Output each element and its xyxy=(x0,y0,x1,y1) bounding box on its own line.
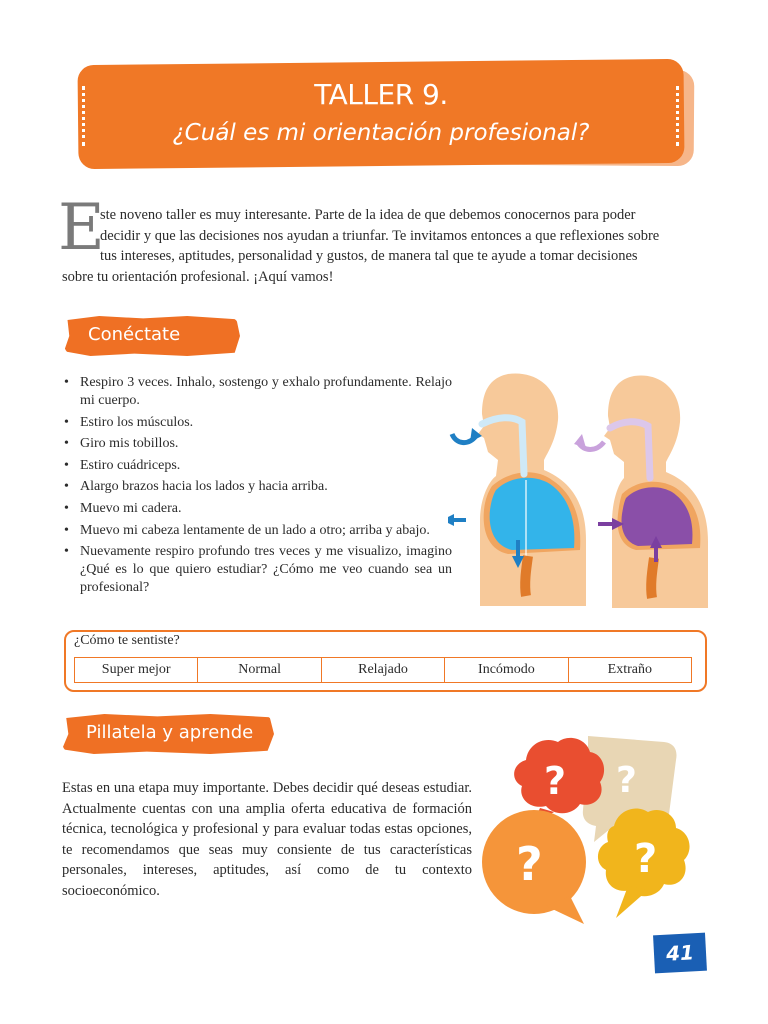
list-item: • Nuevamente respiro profundo tres veces y me visualizo, imagino ¿Qué es lo que quiero estudiar? ¿Cómo me veo cuando sea un profesional? xyxy=(62,543,452,597)
list-item: • Giro mis tobillos. xyxy=(62,435,452,453)
feeling-option[interactable]: Incómodo xyxy=(445,658,568,682)
intro-paragraph xyxy=(62,205,706,287)
question-mark: ? xyxy=(516,837,543,891)
page-number: 41 xyxy=(653,933,707,974)
intro-line: ste noveno taller es muy interesante. Parte de la idea de que debemos conocernos para poder xyxy=(100,207,636,223)
workshop-subtitle: ¿Cuál es mi orientación profesional? xyxy=(172,120,590,146)
question-mark: ? xyxy=(634,836,658,882)
conectate-heading: Conéctate xyxy=(88,324,181,345)
list-item: • Alargo brazos hacia los lados y hacia arriba. xyxy=(62,478,452,496)
feeling-option[interactable]: Super mejor xyxy=(75,658,198,682)
feelings-question: ¿Cómo te sentiste? xyxy=(74,633,180,648)
list-item: • Muevo mi cadera. xyxy=(62,500,452,518)
body-paragraph: Estas en una etapa muy importante. Debes decidir qué deseas estudiar. Actualmente cuentas con una amplia oferta educativa de formación técnica, tecnológica y profesional y para evaluar todas estas opciones, te recomendamos que seas muy consiente de tus características personales, intereses, aptitudes, así como de tu contexto socioeconómico. xyxy=(62,780,472,899)
intro-line: decidir y que las decisiones nos ayudan a triunfar. Te invitamos entonces a que reflexiones sobre xyxy=(100,227,660,244)
question-mark: ? xyxy=(616,760,637,801)
question-bubbles-illustration xyxy=(478,730,708,930)
feelings-options-row xyxy=(74,657,692,683)
breathing-inhale-illustration xyxy=(448,370,588,606)
intro-line: tus intereses, aptitudes, personalidad y gustos, de manera tal que te ayude a tomar decisiones xyxy=(100,248,638,264)
list-item: • Muevo mi cabeza lentamente de un lado a otro; arriba y abajo. xyxy=(62,522,452,540)
drop-cap: E xyxy=(58,191,105,265)
intro-line: sobre tu orientación profesional. ¡Aquí vamos! xyxy=(62,268,334,285)
list-item: • Respiro 3 veces. Inhalo, sostengo y exhalo profundamente. Relajo mi cuerpo. xyxy=(62,374,452,410)
list-item: • Estiro cuádriceps. xyxy=(62,457,452,475)
title-banner xyxy=(77,59,684,169)
pillatela-heading: Pillatela y aprende xyxy=(86,722,254,743)
workshop-title: TALLER 9. xyxy=(314,78,448,111)
question-mark: ? xyxy=(544,759,567,803)
list-item: • Estiro los músculos. xyxy=(62,414,452,432)
exercise-list xyxy=(62,374,452,601)
feeling-option[interactable]: Normal xyxy=(198,658,321,682)
breathing-exhale-illustration xyxy=(572,372,712,608)
feeling-option[interactable]: Extraño xyxy=(607,662,652,677)
feeling-option[interactable]: Relajado xyxy=(322,658,445,682)
